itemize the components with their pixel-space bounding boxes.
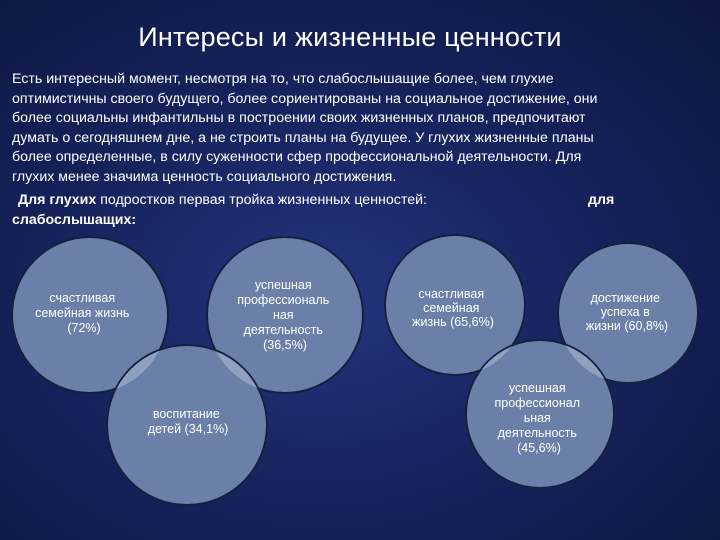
deaf-value-label-career: успешная профессиональ ная деятельность (36,5%): [237, 278, 330, 352]
paragraph-line: более определенные, в силу суженности сфер профессиональной деятельности. Для: [12, 149, 582, 165]
deaf-heading-rest: подростков первая тройка жизненных ценностей:: [96, 192, 427, 208]
paragraph-line: думать о сегодняшнем дне, а не строить планы на будущее. У глухих жизненные планы: [12, 129, 594, 146]
paragraph-line: оптимистичны своего будущего, более сориентированы на социальное достижение, они: [12, 90, 598, 107]
deaf-heading-bold: Для глухих: [18, 192, 97, 208]
hoh-heading-prefix: для: [588, 192, 615, 208]
slide-title: Интересы и жизненные ценности: [138, 22, 562, 52]
paragraph-line: более социальны инфантильны в построении своих жизненных планов, предпочитают: [12, 110, 586, 126]
paragraph-line: глухих менее значима ценность социального достижения.: [12, 168, 397, 185]
hoh-value-label-family: счастливая семейная жизнь (65,6%): [412, 287, 494, 329]
hoh-value-label-success: достижение успеха в жизни (60,8%): [585, 291, 669, 333]
deaf-value-label-family: счастливая семейная жизнь (72%): [35, 291, 130, 335]
paragraph-line: Есть интересный момент, несмотря на то, что слабослышащие более, чем глухие: [12, 71, 554, 87]
hoh-value-label-career: успешная профессионал ьная деятельность (45,6%): [494, 381, 581, 455]
hoh-heading-word: слабослышащих:: [12, 211, 137, 228]
deaf-value-label-children: воспитание детей (34,1%): [147, 407, 229, 436]
